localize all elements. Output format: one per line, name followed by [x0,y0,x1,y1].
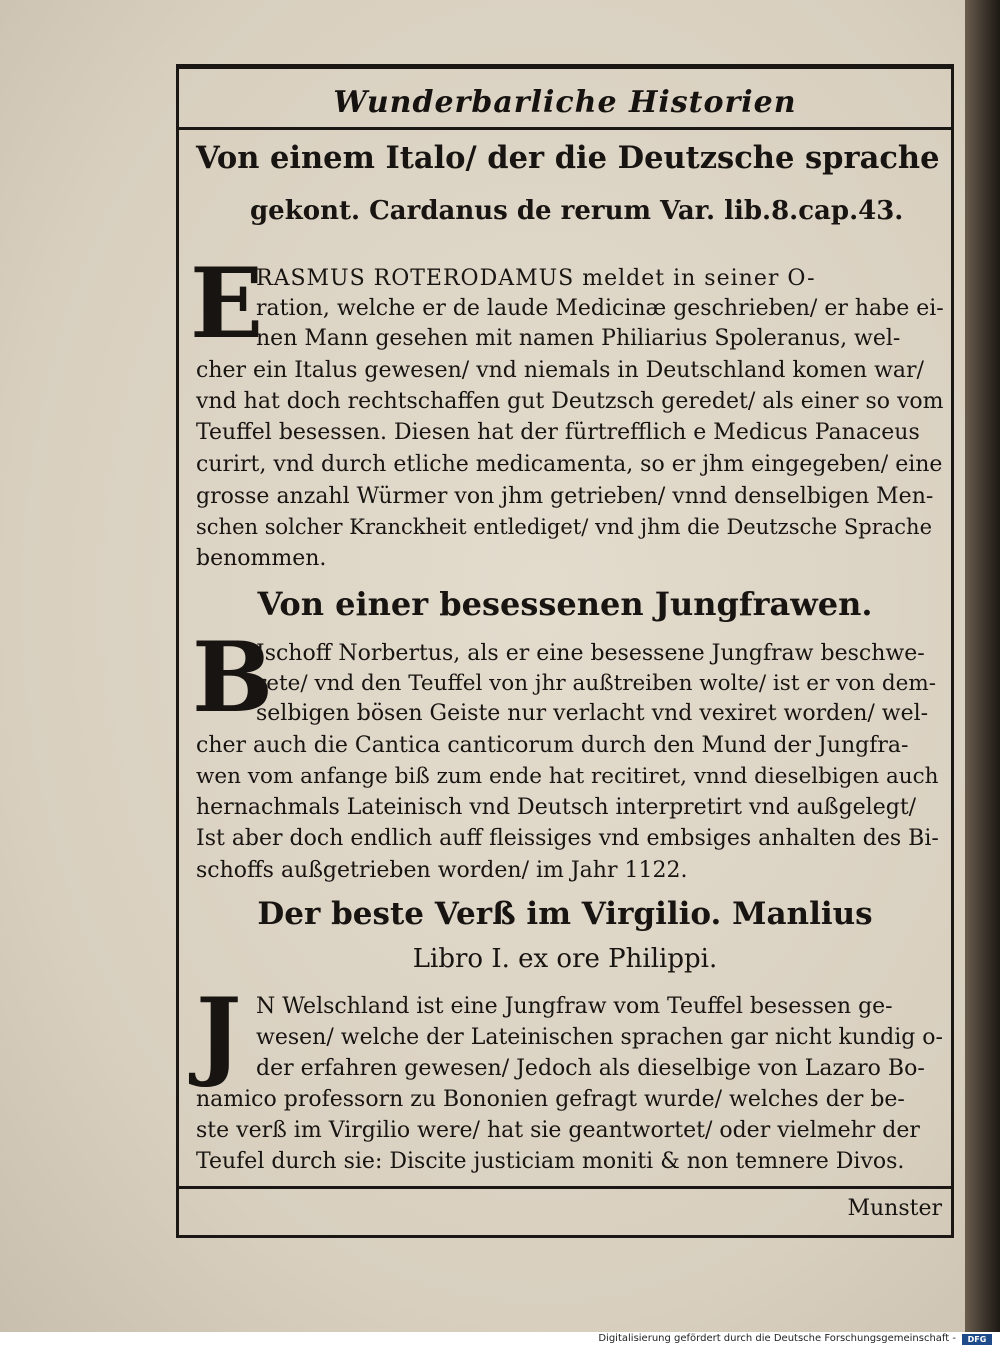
section3-drop-cap: J [196,977,242,1090]
dfg-logo: DFG [962,1334,992,1345]
section1-line: curirt, vnd durch etliche medicamenta, so er jhm eingegeben/ eine [196,452,943,477]
section3-line: ste verß im Virgilio were/ hat sie geantwortet/ oder vielmehr der [196,1118,920,1143]
section2-line: Ist aber doch endlich auff fleissiges vnd embsiges anhalten des Bi- [196,826,939,851]
section2-line: selbigen bösen Geiste nur verlacht vnd vexiret worden/ wel- [256,701,929,726]
section3-title-line2: Libro I. ex ore Philippi. [412,944,718,974]
section2-line: rete/ vnd den Teuffel von jhr außtreiben wolte/ ist er von dem- [256,671,937,696]
head-rule [179,127,951,130]
section1-line: nen Mann gesehen mit namen Philiarius Spoleranus, wel- [256,326,901,351]
section1-line: benommen. [196,546,327,571]
section3-line: der erfahren gewesen/ Jedoch als dieselbige von Lazaro Bo- [256,1056,925,1081]
section2-line: wen vom anfange biß zum ende hat recitiret, vnnd dieselbigen auch [196,764,939,789]
section1-line: ration, welche er de laude Medicinæ geschrieben/ er habe ei- [256,296,944,321]
section3-line: wesen/ welche der Lateinischen sprachen gar nicht kundig o- [256,1025,943,1050]
section1-title-line2: gekont. Cardanus de rerum Var. lib.8.cap.43. [250,196,904,226]
section1-line: Teuffel besessen. Diesen hat der fürtrefflich e Medicus Panaceus [196,420,920,445]
section1-drop-cap: E [190,247,264,360]
section3-line: N Welschland ist eine Jungfraw vom Teuffel besessen ge- [256,994,893,1019]
section1-title-line1: Von einem Italo/ der die Deutzsche sprache [196,140,940,176]
running-head: Wunderbarliche Historien [333,85,797,120]
section1-line: grosse anzahl Würmer von jhm getrieben/ vnnd denselbigen Men- [196,484,934,509]
bottom-rule [179,1186,951,1189]
section2-line: hernachmals Lateinisch vnd Deutsch interpretirt vnd außgelegt/ [196,795,917,820]
section3-line: Teufel durch sie: Discite justiciam moniti & non temnere Divos. [196,1149,905,1174]
section2-line: schoffs außgetrieben worden/ im Jahr 1122. [196,858,688,883]
section2-title: Von einer besessenen Jungfrawen. [257,585,873,623]
catchword: Munster [847,1196,942,1221]
footer-credit: Digitalisierung gefördert durch die Deutsche Forschungsgemeinschaft - [598,1333,956,1344]
section1-line: RASMUS ROTERODAMUS meldet in seiner O- [256,266,816,291]
section2-line: cher auch die Cantica canticorum durch den Mund der Jungfra- [196,733,909,758]
section1-line: cher ein Italus gewesen/ vnd niemals in Deutschland komen war/ [196,358,924,383]
section2-line: Ischoff Norbertus, als er eine besessene Jungfraw beschwe- [256,641,925,666]
top-rule [176,64,954,69]
section2-drop-cap: B [192,621,274,734]
section1-line: vnd hat doch rechtschaffen gut Deutzsch geredet/ als einer so vom [196,389,944,414]
section3-title-line1: Der beste Verß im Virgilio. Manlius [257,896,873,932]
book-edge [965,0,1000,1332]
section1-line: schen solcher Kranckheit entlediget/ vnd jhm die Deutzsche Sprache [196,515,933,539]
section3-line: namico professorn zu Bononien gefragt wurde/ welches der be- [196,1087,905,1112]
